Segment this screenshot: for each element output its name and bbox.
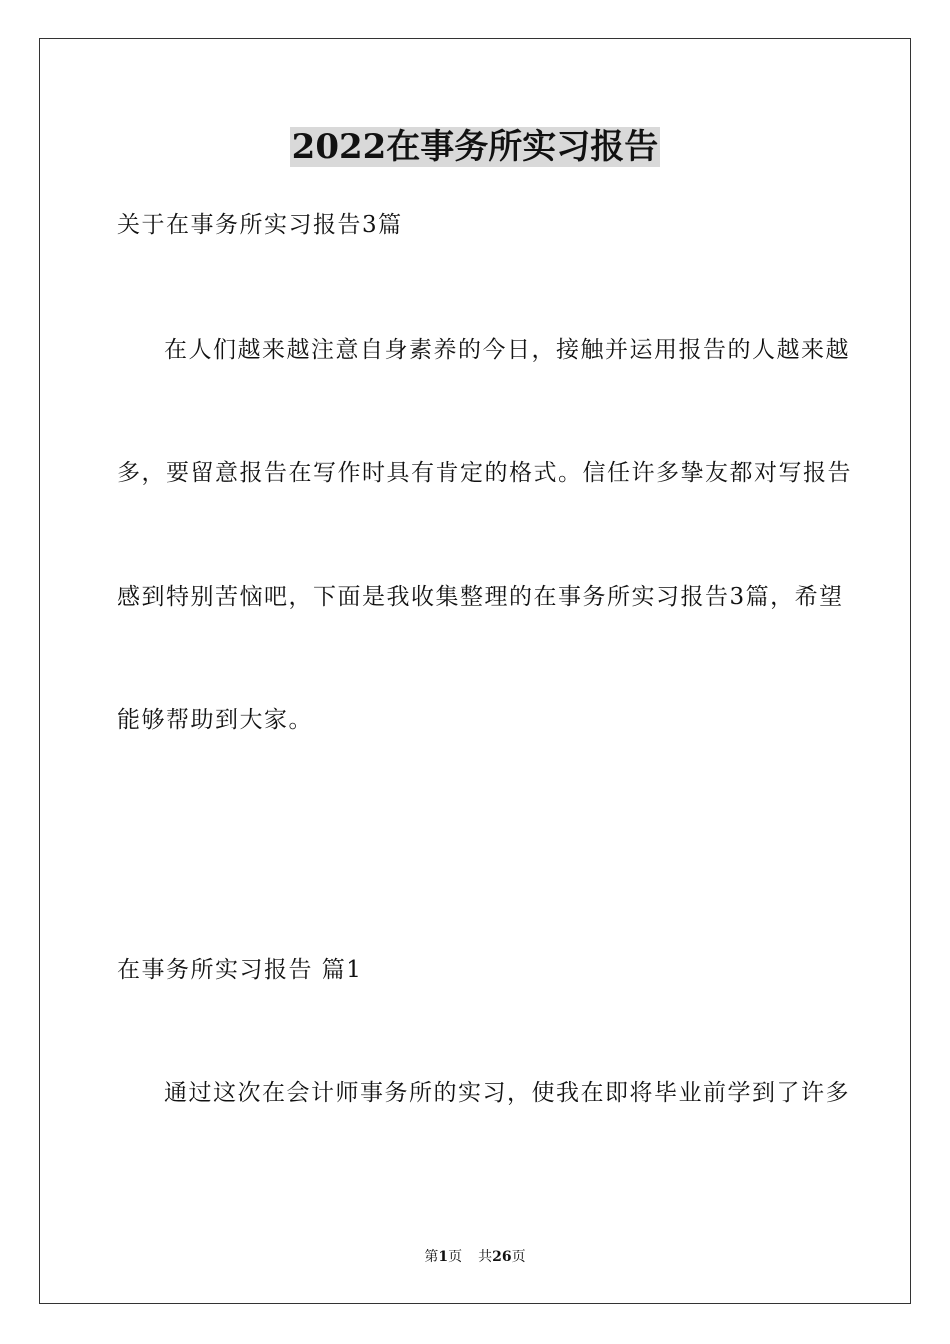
intro-line-1: 在人们越来越注意自身素养的今日，接触并运用报告的人越来越 [164,337,850,363]
document-title-text: 2022在事务所实习报告 [291,127,659,167]
intro-line-4: 能够帮助到大家。 [117,707,313,733]
document-subtitle: 关于在事务所实习报告3篇 [117,212,403,238]
footer-total-prefix: 共 [478,1249,493,1265]
page-footer [0,1247,950,1267]
intro-line-3: 感到特别苦恼吧，下面是我收集整理的在事务所实习报告3篇，希望 [117,584,844,610]
document-title [0,124,950,170]
footer-page-suffix: 页 [448,1249,463,1265]
footer-total-suffix: 页 [511,1249,526,1265]
footer-page-number: 1 [438,1249,449,1265]
section-heading: 在事务所实习报告 篇1 [117,957,363,983]
section-line-1: 通过这次在会计师事务所的实习，使我在即将毕业前学到了许多 [164,1080,850,1106]
footer-total-pages: 26 [492,1249,512,1265]
intro-line-2: 多，要留意报告在写作时具有肯定的格式。信任许多挚友都对写报告 [117,460,852,486]
footer-page-prefix: 第 [424,1249,439,1265]
